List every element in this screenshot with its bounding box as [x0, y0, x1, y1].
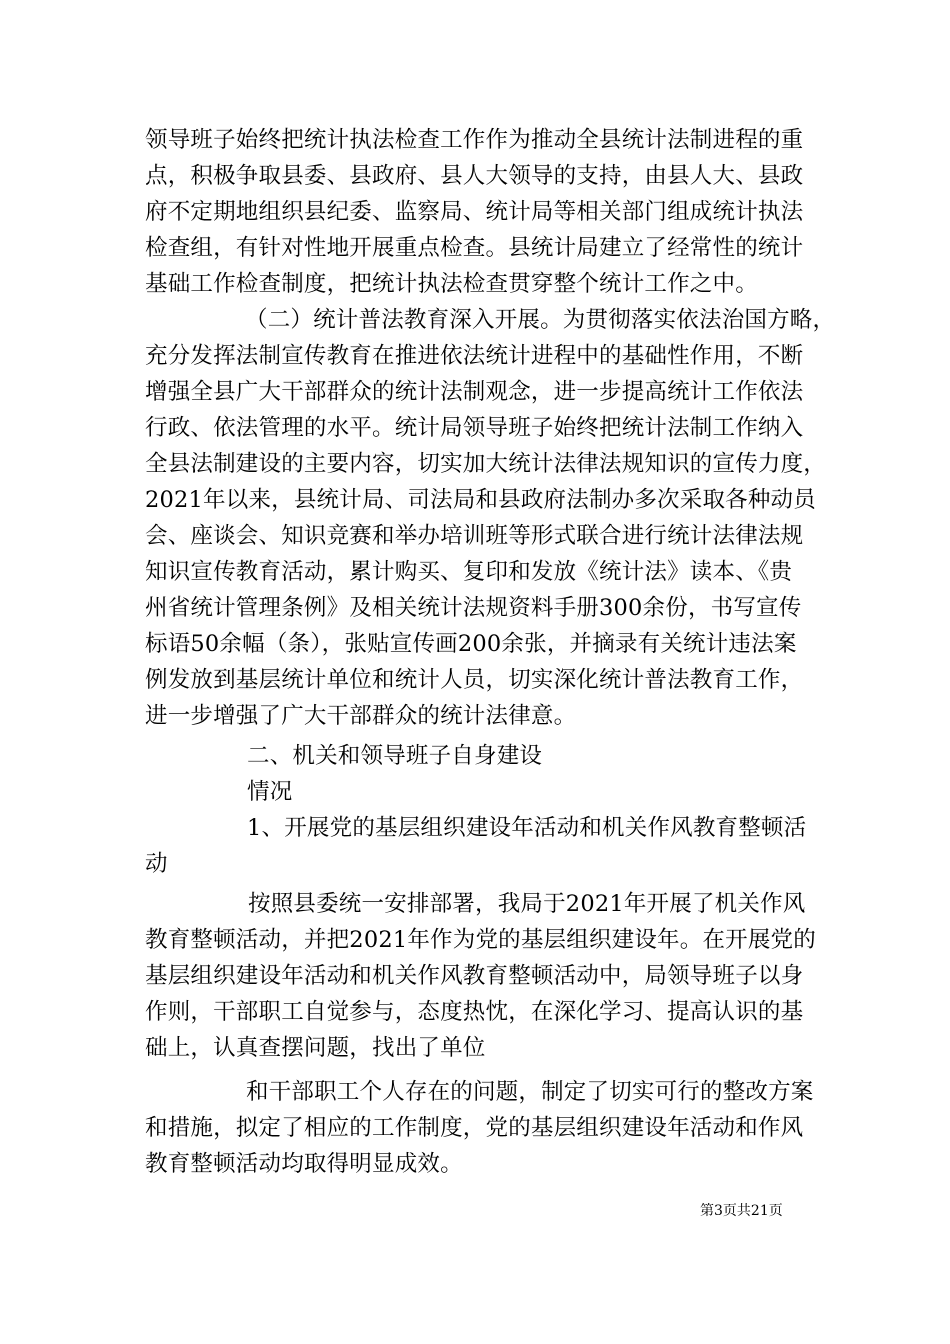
text-line: 行政、依法管理的水平。统计局领导班子始终把统计法制工作纳入 [145, 415, 804, 441]
text-line: 基础工作检查制度，把统计执法检查贯穿整个统计工作之中。 [145, 271, 758, 297]
text-line: 例发放到基层统计单位和统计人员，切实深化统计普法教育工作， [145, 667, 804, 693]
text-line: 作则，干部职工自觉参与，态度热忱，在深化学习、提高认识的基 [145, 999, 804, 1025]
text-line: 检查组，有针对性地开展重点检查。县统计局建立了经常性的统计 [145, 235, 804, 261]
text-line: 领导班子始终把统计执法检查工作作为推动全县统计法制进程的重 [145, 127, 804, 153]
text-line: 全县法制建设的主要内容，切实加大统计法律法规知识的宣传力度， [145, 451, 827, 477]
text-line: 点，积极争取县委、县政府、县人大领导的支持，由县人大、县政 [145, 163, 804, 189]
text-line: 会、座谈会、知识竞赛和举办培训班等形式联合进行统计法律法规 [145, 523, 804, 549]
section-heading-line: （二）统计普法教育深入开展。为贯彻落实依法治国方略， [245, 307, 836, 333]
text-line: 州省统计管理条例》及相关统计法规资料手册300余份，书写宣传 [145, 595, 802, 621]
text-line: 进一步增强了广大干部群众的统计法律意。 [145, 703, 577, 729]
text-line: 教育整顿活动，并把2021年作为党的基层组织建设年。在开展党的 [145, 927, 816, 953]
text-line: 2021年以来，县统计局、司法局和县政府法制办多次采取各种动员 [145, 487, 816, 513]
text-line: 标语50余幅（条），张贴宣传画200余张，并摘录有关统计违法案 [145, 631, 797, 657]
text-line: 础上，认真查摆问题，找出了单位 [145, 1035, 486, 1061]
text-line: 充分发挥法制宣传教育在推进依法统计进程中的基础性作用，不断 [145, 343, 804, 369]
text-line: 基层组织建设年活动和机关作风教育整顿活动中，局领导班子以身 [145, 963, 804, 989]
text-line: 增强全县广大干部群众的统计法制观念，进一步提高统计工作依法 [145, 379, 804, 405]
paragraph-first-line: 按照县委统一安排部署，我局于2021年开展了机关作风 [248, 891, 806, 917]
subsection-heading: 1、开展党的基层组织建设年活动和机关作风教育整顿活 [247, 815, 807, 841]
section-heading: 情况 [247, 779, 293, 805]
text-line: 知识宣传教育活动，累计购买、复印和发放《统计法》读本、《贵 [145, 559, 793, 585]
page-number-footer: 第3页共21页 [700, 1203, 783, 1219]
paragraph-first-line: 和干部职工个人存在的问题，制定了切实可行的整改方案 [246, 1079, 814, 1105]
text-line: 教育整顿活动均取得明显成效。 [145, 1151, 463, 1177]
section-heading: 二、机关和领导班子自身建设 [247, 743, 543, 769]
text-line: 动 [145, 851, 168, 877]
text-line: 和措施，拟定了相应的工作制度，党的基层组织建设年活动和作风 [145, 1115, 804, 1141]
text-line: 府不定期地组织县纪委、监察局、统计局等相关部门组成统计执法 [145, 199, 804, 225]
